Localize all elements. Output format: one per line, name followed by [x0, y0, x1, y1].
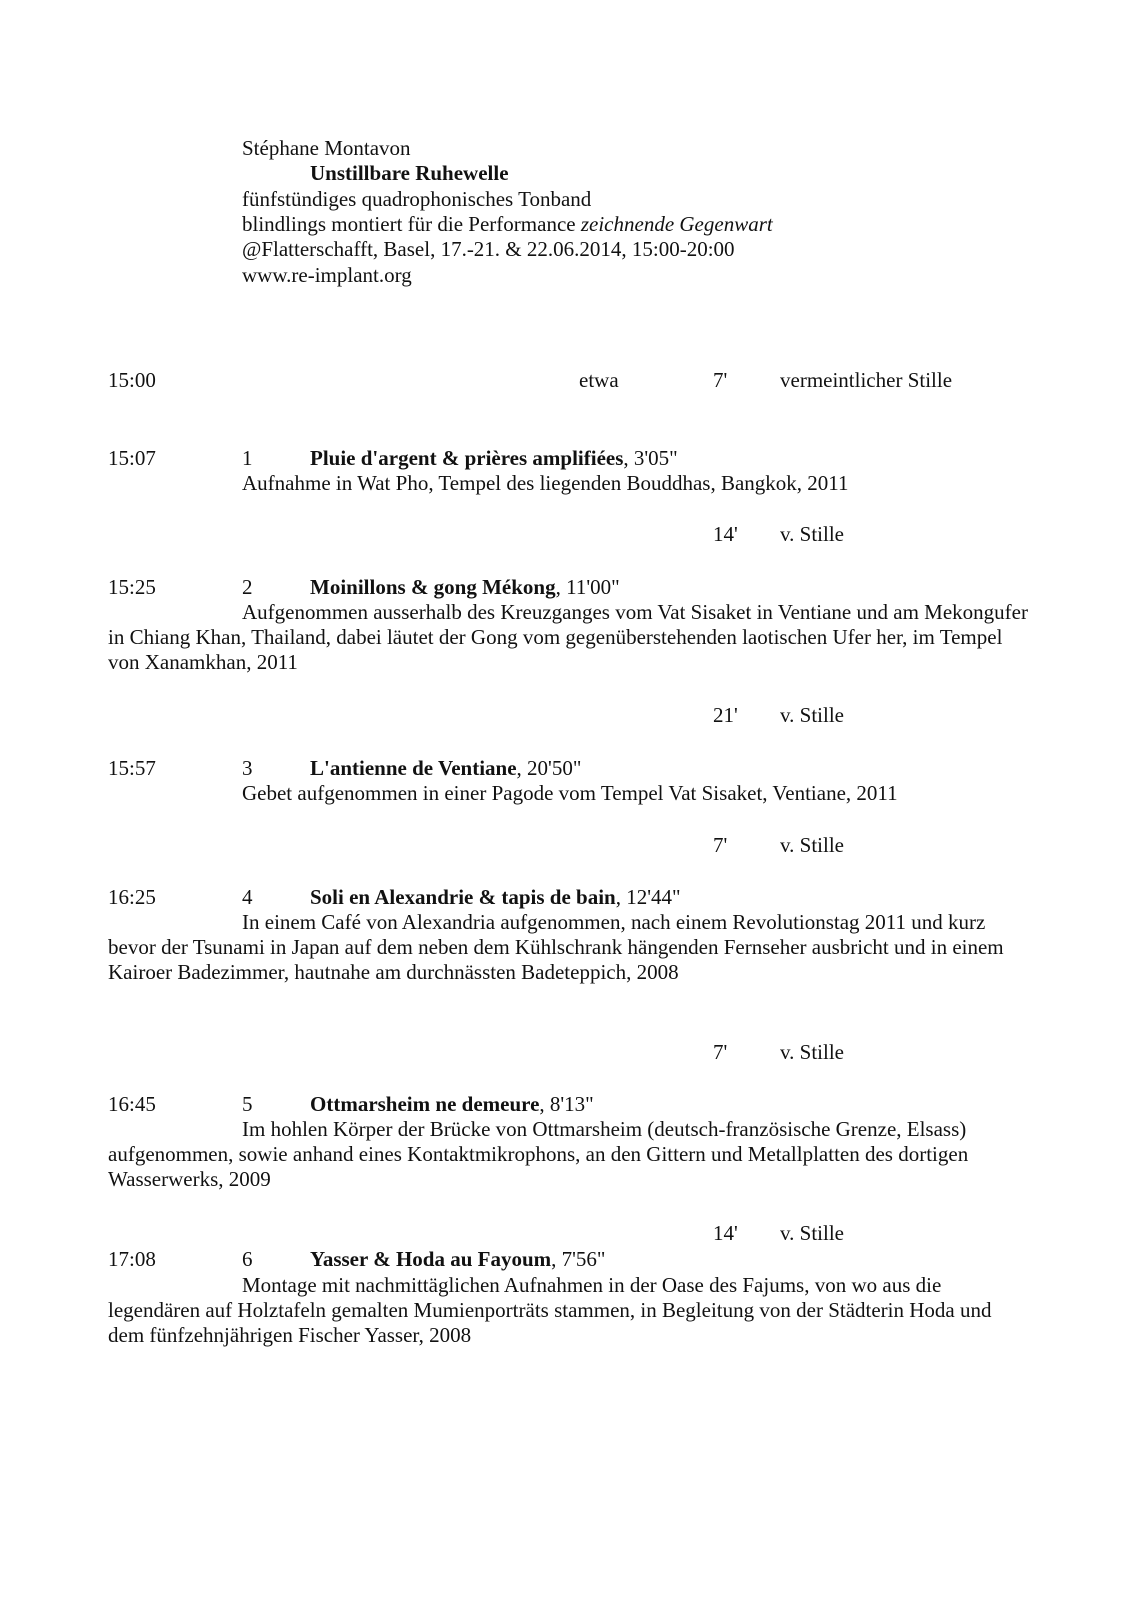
venue-line: @Flatterschafft, Basel, 17.-21. & 22.06.2014, 15:00-20:00 [242, 237, 735, 261]
track-title: Yasser & Hoda au Fayoum [310, 1247, 552, 1271]
track-length: , 7'56" [551, 1247, 606, 1271]
intro-time: 15:00 [108, 368, 156, 392]
track-description: Aufnahme in Wat Pho, Tempel des liegenden Bouddhas, Bangkok, 2011 [242, 471, 849, 495]
track-number: 3 [242, 756, 253, 780]
track-description-text: In einem Café von Alexandria aufgenommen, nach einem Revolutionstag 2011 und kurz bevor der Tsunami in Japan auf dem neben dem Kühlschrank hängenden Fernseher ausbricht und in einem Kairoer Badezimmer, hautnahe am durchnässten Badeteppich, 2008 [108, 910, 1004, 984]
track-length: , 3'05" [623, 446, 678, 470]
track-number: 1 [242, 446, 253, 470]
silence-label: v. Stille [780, 522, 844, 546]
track-length: , 12'44" [615, 885, 681, 909]
intro-approx: etwa [579, 368, 619, 392]
track-number: 6 [242, 1247, 253, 1271]
track-description-text: Montage mit nachmittäglichen Aufnahmen in der Oase des Fajums, von wo aus die legendären auf Holztafeln gemalten Mumienporträts stammen, in Begleitung von der Städterin Hoda und dem fünfzehnjährigen Fischer Yasser, 2008 [108, 1273, 992, 1347]
track-time: 16:45 [108, 1092, 156, 1116]
performance-name: zeichnende Gegenwart [580, 212, 773, 236]
performance-line [242, 212, 773, 237]
track-description-text: Aufgenommen ausserhalb des Kreuzganges vom Vat Sisaket in Ventiane und am Mekongufer in Chiang Khan, Thailand, dabei läutet der Gong vom gegenüberstehenden laotischen Ufer her, im Tempel von Xanamkhan, 2011 [108, 600, 1028, 674]
track-description [108, 600, 1028, 675]
track-time: 16:25 [108, 885, 156, 909]
track-title: Ottmarsheim ne demeure [310, 1092, 540, 1116]
track-time: 15:25 [108, 575, 156, 599]
work-title: Unstillbare Ruhewelle [310, 161, 509, 185]
track-heading [310, 575, 620, 600]
track-heading [310, 885, 681, 910]
track-time: 17:08 [108, 1247, 156, 1271]
silence-label: v. Stille [780, 703, 844, 727]
track-title: L'antienne de Ventiane [310, 756, 517, 780]
track-number: 5 [242, 1092, 253, 1116]
track-length: , 20'50" [516, 756, 582, 780]
track-heading [310, 756, 581, 781]
track-title: Pluie d'argent & prières amplifiées [310, 446, 624, 470]
track-title: Soli en Alexandrie & tapis de bain [310, 885, 616, 909]
intro-duration: 7' [713, 368, 728, 392]
silence-duration: 14' [713, 522, 738, 546]
track-length: , 11'00" [555, 575, 620, 599]
track-number: 4 [242, 885, 253, 909]
author-name: Stéphane Montavon [242, 136, 411, 160]
work-subtitle: fünfstündiges quadrophonisches Tonband [242, 187, 592, 211]
track-description [108, 910, 1028, 985]
track-time: 15:07 [108, 446, 156, 470]
silence-label: v. Stille [780, 1040, 844, 1064]
performance-line-prefix: blindlings montiert für die Performance [242, 212, 581, 236]
intro-label: vermeintlicher Stille [780, 368, 953, 392]
silence-duration: 21' [713, 703, 738, 727]
track-description: Gebet aufgenommen in einer Pagode vom Tempel Vat Sisaket, Ventiane, 2011 [242, 781, 898, 805]
silence-duration: 7' [713, 833, 728, 857]
silence-duration: 7' [713, 1040, 728, 1064]
silence-label: v. Stille [780, 1221, 844, 1245]
track-title: Moinillons & gong Mékong [310, 575, 556, 599]
silence-duration: 14' [713, 1221, 738, 1245]
track-description [108, 1273, 1028, 1348]
track-number: 2 [242, 575, 253, 599]
track-heading [310, 1247, 606, 1272]
track-description-text: Im hohlen Körper der Brücke von Ottmarsheim (deutsch-französische Grenze, Elsass) aufgenommen, sowie anhand eines Kontaktmikrophons, an den Gittern und Metallplatten des dortigen Wasserwerks, 2009 [108, 1117, 969, 1191]
track-length: , 8'13" [539, 1092, 594, 1116]
silence-label: v. Stille [780, 833, 844, 857]
website-url: www.re-implant.org [242, 263, 412, 287]
track-description [108, 1117, 1028, 1192]
track-time: 15:57 [108, 756, 156, 780]
track-heading [310, 1092, 594, 1117]
track-heading [310, 446, 678, 471]
